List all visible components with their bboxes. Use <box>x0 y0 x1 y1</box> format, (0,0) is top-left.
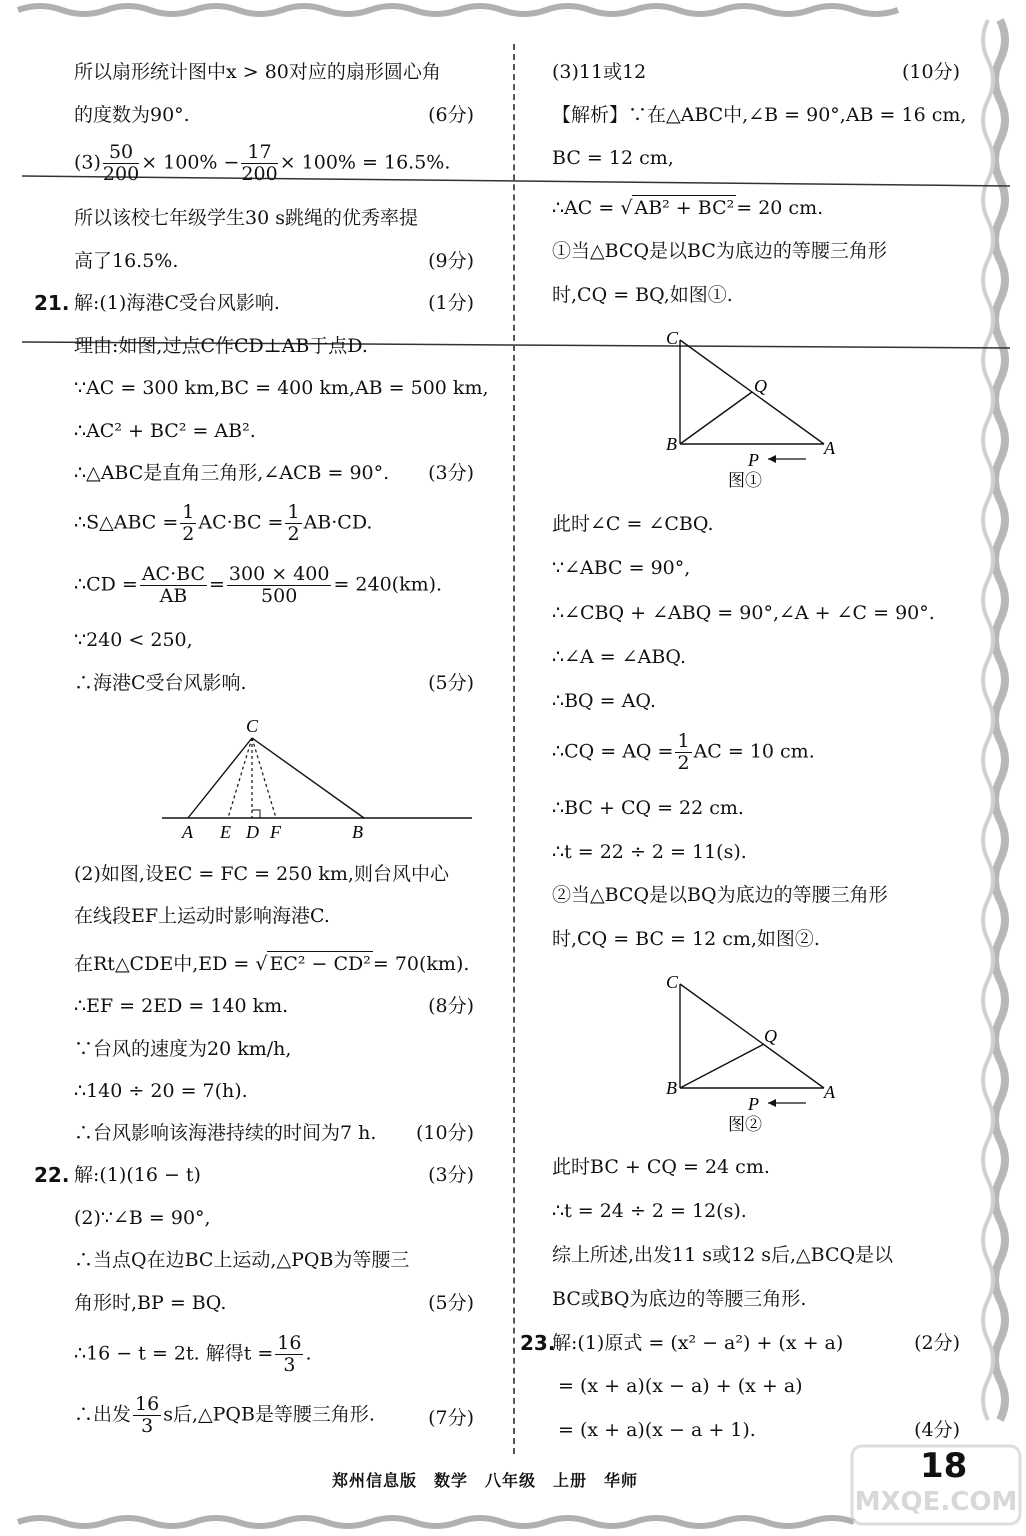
question-number: 22. <box>34 1163 70 1187</box>
label-D: D <box>246 822 259 842</box>
label-E: E <box>220 822 231 842</box>
text-line: BC = 12 cm, <box>552 147 674 169</box>
text-line: ②当△BCQ是以BQ为底边的等腰三角形 <box>552 884 888 906</box>
label-P: P <box>748 450 759 470</box>
text-line: ∴BC + CQ = 22 cm. <box>552 797 744 819</box>
label-B: B <box>666 434 677 454</box>
typhoon-triangle-figure <box>158 716 478 846</box>
text-line: (2)∵∠B = 90°, <box>74 1207 211 1229</box>
text-line: ∴∠CBQ + ∠ABQ = 90°,∠A + ∠C = 90°. <box>552 602 935 624</box>
formula-line: ∴16 − t = 2t. 解得t = $\frac{16}{3}$ . <box>74 1332 312 1376</box>
question-number: 21. <box>34 291 70 315</box>
text-line: 解:(1)(16 − t) <box>74 1164 201 1186</box>
text-line: ∵AC = 300 km,BC = 400 km,AB = 500 km, <box>74 377 489 399</box>
text-line: 此时BC + CQ = 24 cm. <box>552 1156 770 1178</box>
label-A: A <box>824 438 835 458</box>
figure-1 <box>656 322 856 492</box>
score-mark: (3分) <box>428 1164 474 1186</box>
label-Q: Q <box>764 1026 777 1046</box>
text-line: ∴140 ÷ 20 = 7(h). <box>74 1080 248 1102</box>
formula-line: ∴出发 $\frac{16}{3}$ s后,△PQB是等腰三角形. <box>74 1393 375 1437</box>
label-P: P <box>748 1094 759 1114</box>
text-line: ∴∠A = ∠ABQ. <box>552 646 687 668</box>
text-line: 所以该校七年级学生30 s跳绳的优秀率提 <box>74 207 418 229</box>
score-mark: (1分) <box>428 292 474 314</box>
figure-caption: 图① <box>728 471 762 490</box>
label-Q: Q <box>754 376 767 396</box>
text-line: ∴AC² + BC² = AB². <box>74 420 256 442</box>
text-line: BC或BQ为底边的等腰三角形. <box>552 1288 807 1310</box>
text-line: 角形时,BP = BQ. <box>74 1292 227 1314</box>
label-B: B <box>666 1078 677 1098</box>
formula-line: ∴CQ = AQ = $\frac{1}{2}$ AC = 10 cm. <box>552 730 815 774</box>
formula-line: 在Rt△CDE中,ED = √ EC² − CD² = 70(km). <box>74 953 470 975</box>
score-mark: (3分) <box>428 462 474 484</box>
score-mark: (9分) <box>428 250 474 272</box>
score-mark: (4分) <box>914 1419 960 1441</box>
page-number: 18 <box>920 1446 968 1486</box>
text-line: 综上所述,出发11 s或12 s后,△BCQ是以 <box>552 1244 894 1266</box>
text-line: = (x + a)(x − a + 1). <box>558 1419 756 1441</box>
text-line: ∵台风的速度为20 km/h, <box>74 1038 292 1060</box>
question-number: 23. <box>520 1331 556 1355</box>
text-line: = (x + a)(x − a) + (x + a) <box>558 1375 803 1397</box>
label-C: C <box>246 716 259 736</box>
column-divider <box>513 44 515 1454</box>
label-B: B <box>352 822 363 842</box>
text-line: 在线段EF上运动时影响海港C. <box>74 905 330 927</box>
text-line: ∴△ABC是直角三角形,∠ACB = 90°. <box>74 462 390 484</box>
text-line: 时,CQ = BC = 12 cm,如图②. <box>552 928 820 950</box>
label-C: C <box>666 328 679 348</box>
text-line: ∴t = 24 ÷ 2 = 12(s). <box>552 1200 747 1222</box>
text-line: ∵240 < 250, <box>74 629 193 651</box>
formula-line: ∴CD = $\frac{AC\cdot BC}{AB}$ = $\frac{300 \times 400}{500}$ = 240(km). <box>74 563 443 607</box>
text-line: (2)如图,设EC = FC = 250 km,则台风中心 <box>74 863 449 885</box>
text-line: ①当△BCQ是以BC为底边的等腰三角形 <box>552 240 887 262</box>
text-line: 所以扇形统计图中x > 80对应的扇形圆心角 <box>74 61 441 83</box>
text-line: ∴t = 22 ÷ 2 = 11(s). <box>552 841 747 863</box>
label-A: A <box>824 1082 835 1102</box>
watermark-logo <box>846 1440 1026 1530</box>
text-line: 此时∠C = ∠CBQ. <box>552 513 714 535</box>
formula-line: ∴AC = √ AB² + BC² = 20 cm. <box>552 197 824 219</box>
figure-caption: 图② <box>728 1115 762 1134</box>
score-mark: (8分) <box>428 995 474 1017</box>
label-C: C <box>666 972 679 992</box>
text-line: ∴海港C受台风影响. <box>74 672 247 694</box>
text-line: ∴BQ = AQ. <box>552 690 657 712</box>
text-line: 【解析】∵在△ABC中,∠B = 90°,AB = 16 cm, <box>552 104 967 126</box>
text-line: 理由:如图,过点C作CD⊥AB于点D. <box>74 335 368 357</box>
score-mark: (5分) <box>428 1292 474 1314</box>
formula-line: (3) $\frac{50}{200}$ × 100% − $\frac{17}{200}$ × 100% = 16.5%. <box>74 141 451 185</box>
svg-text:MXQE.COM: MXQE.COM <box>854 1487 1018 1517</box>
score-mark: (6分) <box>428 104 474 126</box>
text-line: ∵∠ABC = 90°, <box>552 557 691 579</box>
text-line: ∴当点Q在边BC上运动,△PQB为等腰三 <box>74 1249 410 1271</box>
label-F: F <box>270 822 281 842</box>
text-line: 高了16.5%. <box>74 250 179 272</box>
text-line: 解:(1)海港C受台风影响. <box>74 292 280 314</box>
score-mark: (7分) <box>428 1407 474 1429</box>
footer-text: 郑州信息版 数学 八年级 上册 华师 <box>332 1471 639 1490</box>
text-line: 的度数为90°. <box>74 104 190 126</box>
label-A: A <box>182 822 193 842</box>
text-line: (3)11或12 <box>552 61 647 83</box>
score-mark: (10分) <box>901 61 960 83</box>
score-mark: (2分) <box>914 1332 960 1354</box>
text-line: 时,CQ = BQ,如图①. <box>552 284 733 306</box>
formula-line: ∴S△ABC = $\frac{1}{2}$ AC·BC = $\frac{1}{2}$ AB·CD. <box>74 501 373 545</box>
score-mark: (10分) <box>415 1122 474 1144</box>
text-line: ∴台风影响该海港持续的时间为7 h. <box>74 1122 377 1144</box>
text-line: ∴EF = 2ED = 140 km. <box>74 995 289 1017</box>
figure-2 <box>656 966 856 1136</box>
score-mark: (5分) <box>428 672 474 694</box>
text-line: 解:(1)原式 = (x² − a²) + (x + a) <box>552 1332 844 1354</box>
